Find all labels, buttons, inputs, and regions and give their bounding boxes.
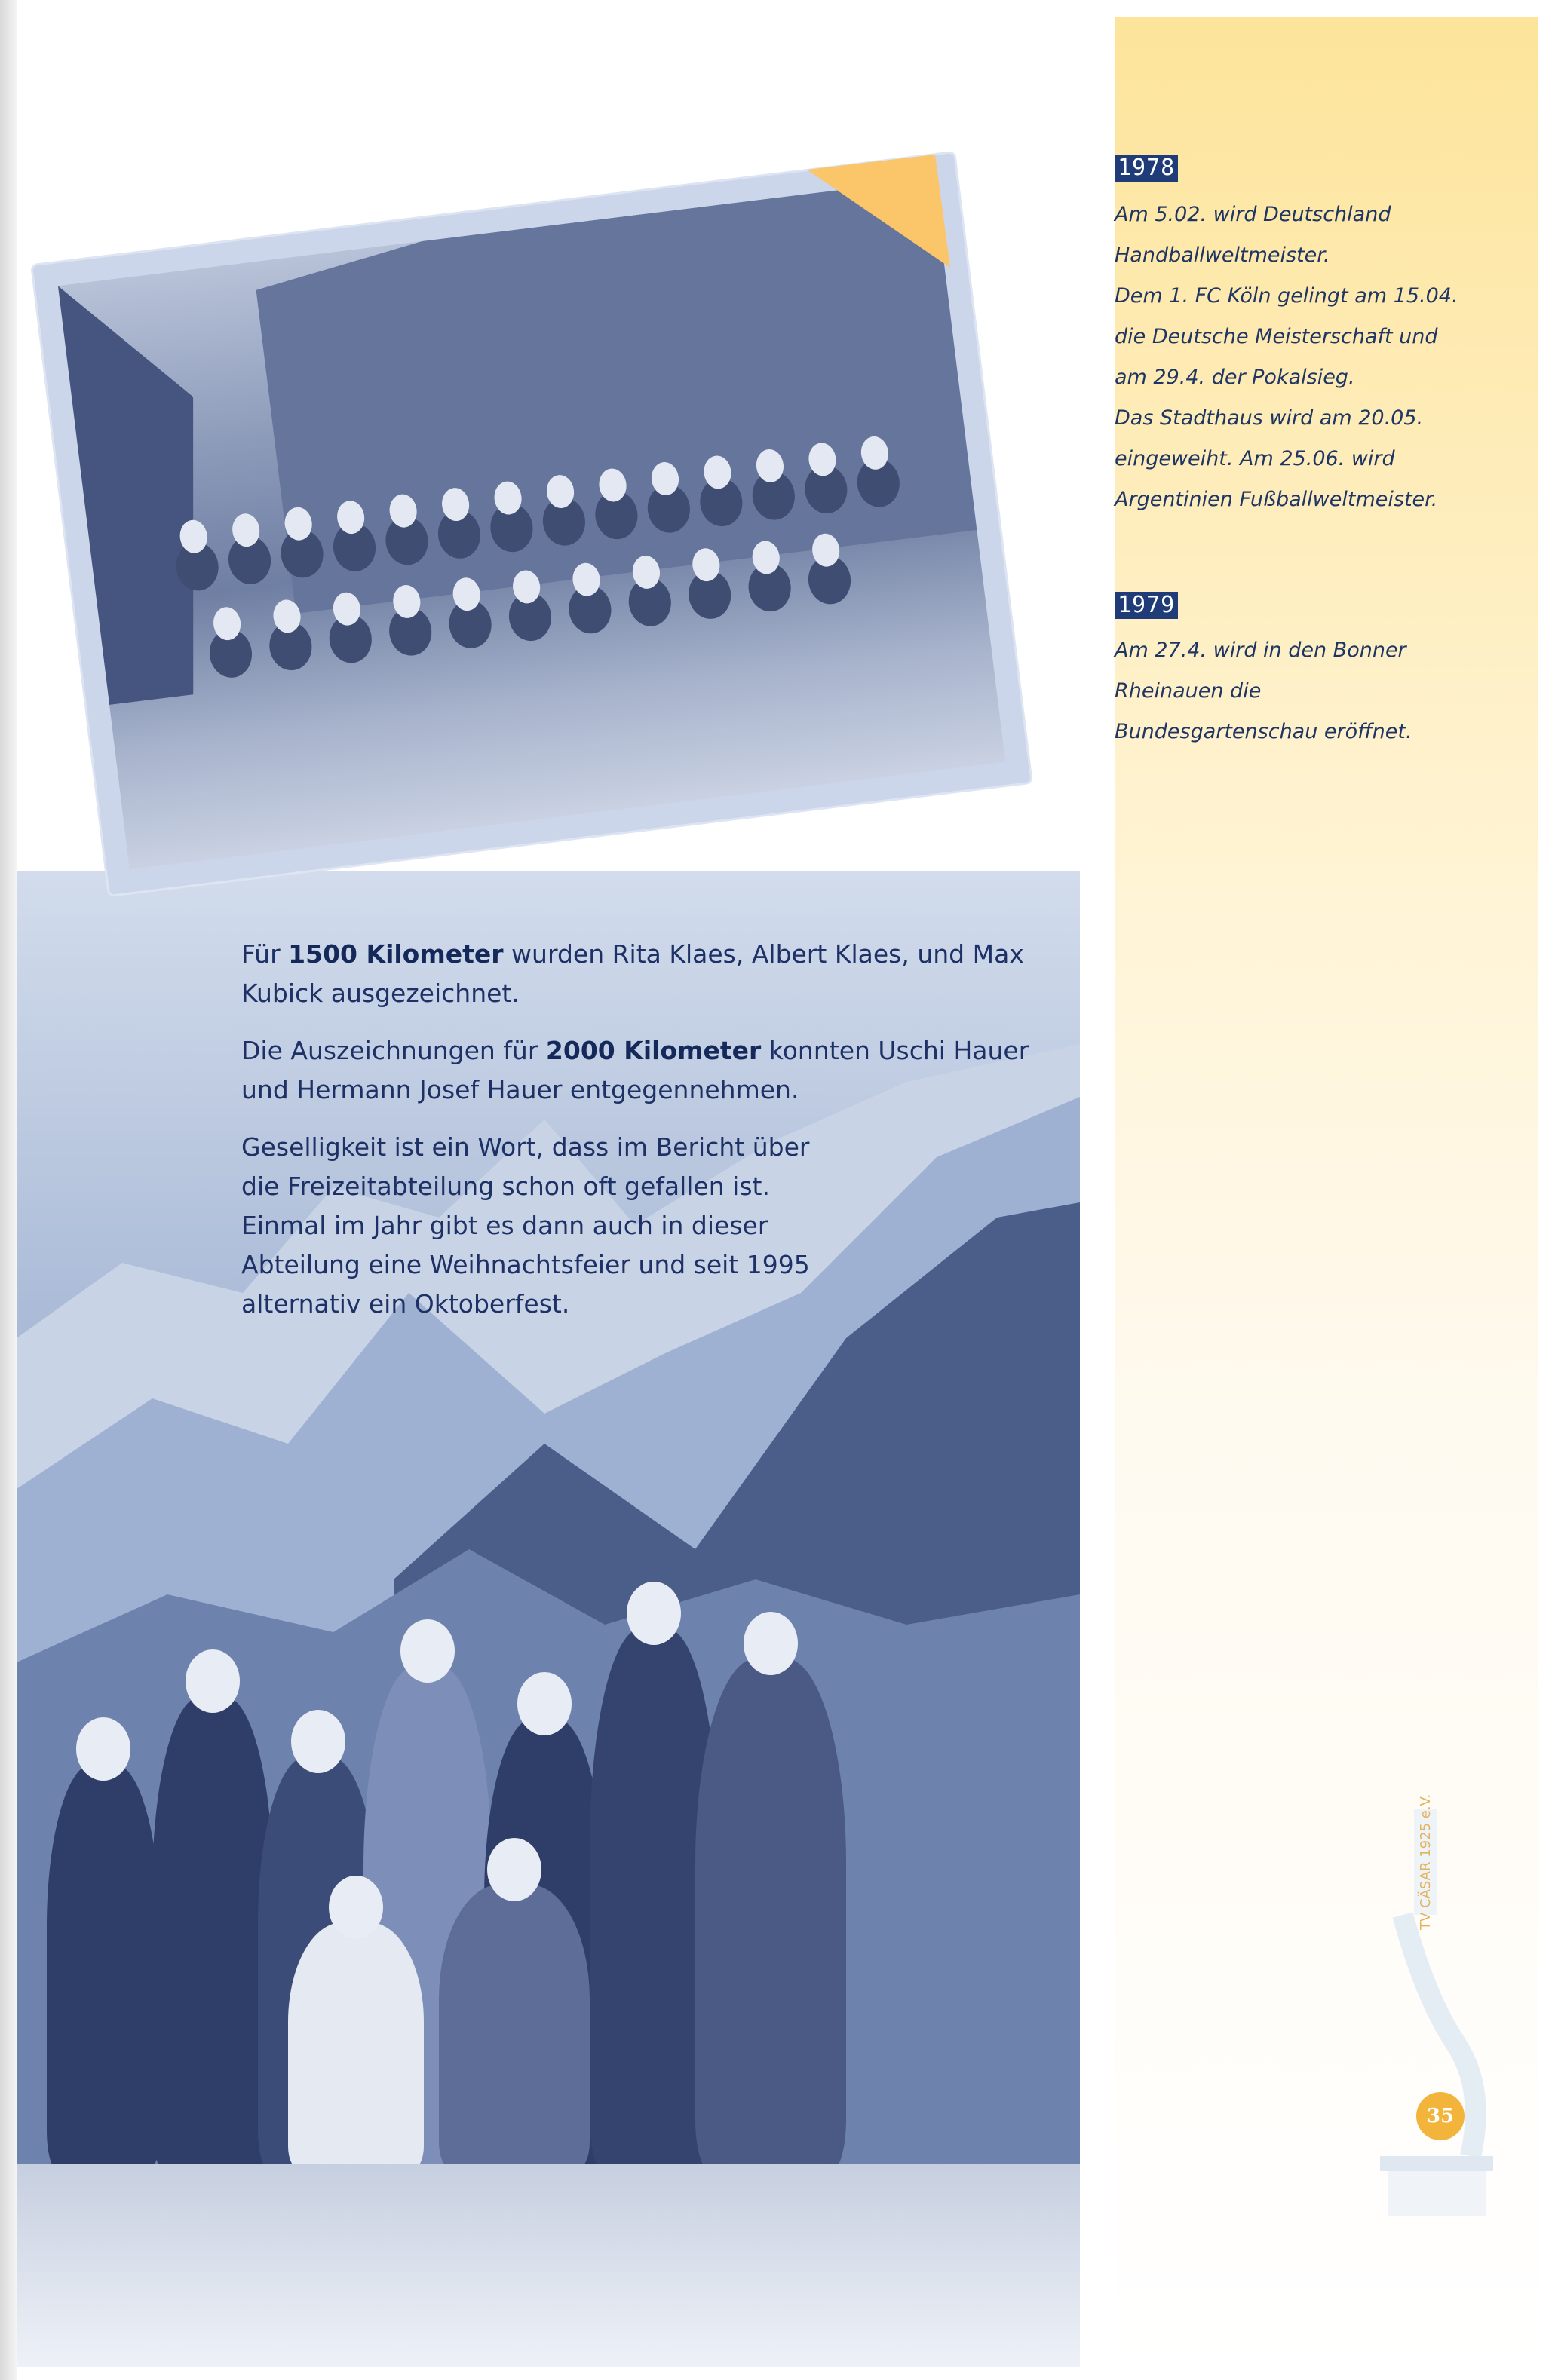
chronology-line: die Deutsche Meisterschaft und <box>1115 325 1438 348</box>
yellow-corner-triangle <box>807 155 958 275</box>
person-figure <box>695 1659 846 2171</box>
person-figure <box>288 1922 424 2171</box>
person-figure <box>152 1696 273 2171</box>
year-text-1979 <box>1115 630 1507 752</box>
highlight-2000-km: 2000 Kilometer <box>545 1036 762 1065</box>
chronology-line: am 29.4. der Pokalsieg. <box>1115 366 1355 389</box>
year-text-1978 <box>1115 195 1507 520</box>
chronology-line: Am 5.02. wird Deutschland <box>1115 203 1391 226</box>
paragraph-1500-km: Für 1500 Kilometer wurden Rita Klaes, Albert Klaes, und Max Kubick ausgezeichnet. <box>241 939 1024 1008</box>
paragraph-2000-km: Die Auszeichnungen für 2000 Kilometer konnten Uschi Hauer und Hermann Josef Hauer entgegennehmen. <box>241 1036 1029 1104</box>
group-of-people <box>17 1568 1080 2171</box>
chronology-line: Am 27.4. wird in den Bonner <box>1115 639 1406 662</box>
chronology-line: Dem 1. FC Köln gelingt am 15.04. <box>1115 284 1458 308</box>
article-text <box>241 935 1071 1342</box>
paragraph-geselligkeit: Geselligkeit ist ein Wort, dass im Bericht über die Freizeitabteilung schon oft gefallen ist. Einmal im Jahr gibt es dann auch in dieser Abteilung eine Weihnachtsfeier und seit 1995 alternativ ein Oktoberfest. <box>241 1132 810 1319</box>
chronology-line: Handballweltmeister. <box>1115 244 1330 267</box>
chronology-line: Bundesgartenschau eröffnet. <box>1115 720 1412 743</box>
page-binding-edge <box>0 0 17 2380</box>
chronology-line: Das Stadthaus wird am 20.05. <box>1115 406 1424 430</box>
year-badge-1978: 1978 <box>1115 155 1178 182</box>
chronology-line: Argentinien Fußballweltmeister. <box>1115 488 1438 511</box>
page-number: 35 <box>1416 2092 1465 2140</box>
highlight-1500-km: 1500 Kilometer <box>288 939 504 969</box>
chronology-line: eingeweiht. Am 25.06. wird <box>1115 447 1395 470</box>
emblem-text: TV CÄSAR 1925 e.V. <box>1418 1793 1434 1930</box>
ground <box>17 2164 1080 2367</box>
person-figure <box>47 1764 160 2171</box>
person-figure <box>439 1885 590 2171</box>
year-badge-1979: 1979 <box>1115 592 1178 619</box>
photo-image <box>58 179 1005 870</box>
chronology-line: Rheinauen die <box>1115 679 1262 703</box>
